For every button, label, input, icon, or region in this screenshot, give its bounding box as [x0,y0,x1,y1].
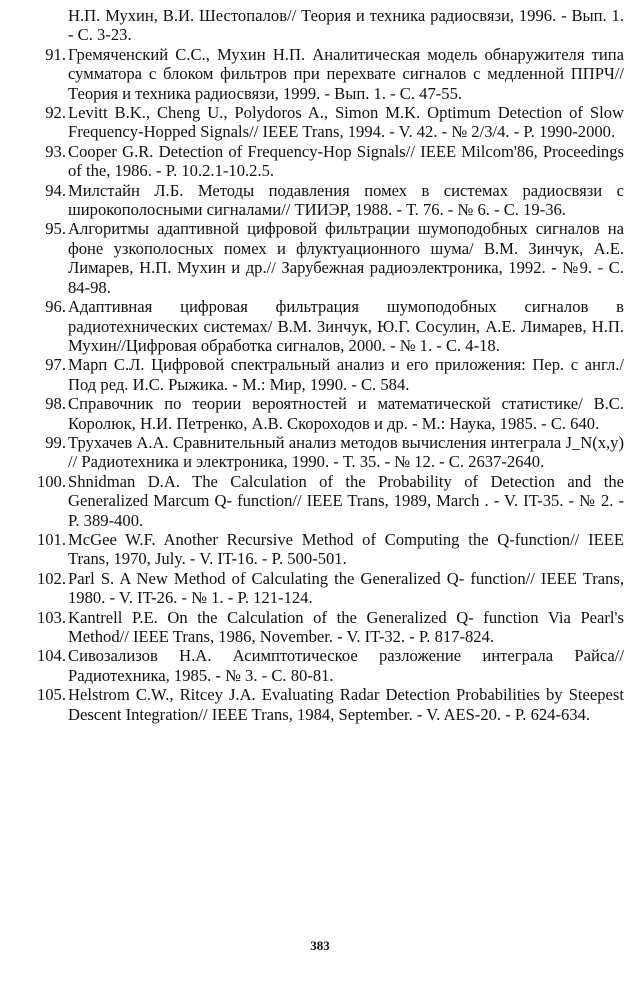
reference-number: 104. [36,646,66,666]
reference-number: 97. [45,355,66,375]
reference-text: McGee W.F. Another Recursive Method of Computing the Q-function// IEEE Trans, 1970, July. - V. IT-16. - P. 500-501. [68,529,624,569]
reference-text: Гремяченский С.С., Мухин Н.П. Аналитическая модель обнаружителя типа сумматора с блоком фильтров при перехвате сигналов с медленной ППРЧ// Теория и техника радиосвязи, 1999. - Вып. 1. - С. 47-55. [68,44,624,103]
reference-text: Н.П. Мухин, В.И. Шестопалов// Теория и техника радиосвязи, 1996. - Вып. 1. - С. 3-23. [68,6,624,45]
reference-item-102 [20,569,624,608]
reference-item-98 [20,394,624,433]
page-number: 383 [310,938,330,953]
reference-text: Shnidman D.A. The Calculation of the Probability of Detection and the Generalized Marcum Q- function// IEEE Trans, 1989, March . - V. IT-35. - № 2. - P. 389-400. [68,471,624,530]
reference-item-97 [20,355,624,394]
reference-item-96 [20,297,624,355]
reference-text: Алгоритмы адаптивной цифровой фильтрации шумоподобных сигналов на фоне узкополосных помех и флуктуационного шума/ В.М. Зинчук, А.Е. Лимарев, Н.П. Мухин и др.// Зарубежная радиоэлектроника, 1992. - №9. - С. 84-98. [68,219,624,297]
reference-list [20,6,624,724]
reference-number: 102. [36,568,66,588]
reference-item-continued [20,6,624,45]
reference-item-93 [20,142,624,181]
reference-text: Levitt B.K., Cheng U., Polydoros A., Simon M.K. Optimum Detection of Slow Frequency-Hopped Signals// IEEE Trans, 1994. - V. 42. - № 2/3/4. - P. 1990-2000. [68,103,624,142]
reference-item-91 [20,45,624,103]
reference-text: Kantrell P.E. On the Calculation of the Generalized Q- function Via Pearl's Method// IEEE Trans, 1986, November. - V. IT-32. - P. 817-824. [68,607,624,646]
reference-item-105 [20,685,624,724]
reference-number: 105. [36,685,66,705]
reference-text: Справочник по теории вероятностей и математической статистике/ В.С. Королюк, Н.И. Петренко, А.В. Скороходов и др. - М.: Наука, 1985. - С. 640. [68,394,624,433]
reference-number: 92. [45,103,66,123]
reference-text: Трухачев А.А. Сравнительный анализ методов вычисления интеграла J_N(x,y) // Радиотехника и электроника, 1990. - Т. 35. - № 12. - С. 2637-2640. [68,432,624,472]
reference-item-103 [20,608,624,647]
reference-number: 99. [45,432,66,452]
reference-item-100 [20,472,624,530]
reference-text: Милстайн Л.Б. Методы подавления помех в системах радиосвязи с широкополосными сигналами// ТИИЭР, 1988. - Т. 76. - № 6. - С. 19-36. [68,180,624,220]
reference-text: Адаптивная цифровая фильтрация шумоподобных сигналов в радиотехнических системах/ В.М. Зинчук, Ю.Г. Сосулин, А.Е. Лимарев, Н.П. Мухин//Цифровая обработка сигналов, 2000. - № 1. - С. 4-18. [68,297,624,355]
reference-number: 100. [36,471,66,491]
reference-item-101 [20,530,624,569]
reference-number: 101. [36,529,66,549]
reference-item-99 [20,433,624,472]
reference-number: 95. [45,219,66,239]
reference-number: 103. [36,607,66,627]
reference-text: Helstrom C.W., Ritcey J.A. Evaluating Radar Detection Probabilities by Steepest Descent Integration// IEEE Trans, 1984, September. - V. AES-20. - P. 624-634. [68,685,624,724]
reference-item-92 [20,103,624,142]
reference-item-94 [20,181,624,220]
reference-number: 91. [45,44,66,64]
reference-text: Cooper G.R. Detection of Frequency-Hop Signals// IEEE Milcom'86, Proceedings of the, 1986. - P. 10.2.1-10.2.5. [68,141,624,181]
reference-number: 94. [45,180,66,200]
reference-text: Parl S. A New Method of Calculating the Generalized Q- function// IEEE Trans, 1980. - V. IT-26. - № 1. - P. 121-124. [68,568,624,608]
reference-text: Сивозализов Н.А. Асимптотическое разложение интеграла Райса// Радиотехника, 1985. - № 3. - С. 80-81. [68,646,624,685]
reference-number: 96. [45,297,66,317]
reference-item-104 [20,646,624,685]
reference-item-95 [20,219,624,297]
reference-number: 98. [45,394,66,414]
reference-number: 93. [45,141,66,161]
reference-text: Марп С.Л. Цифровой спектральный анализ и его приложения: Пер. с англ./ Под ред. И.С. Рыжика. - М.: Мир, 1990. - С. 584. [68,355,624,394]
